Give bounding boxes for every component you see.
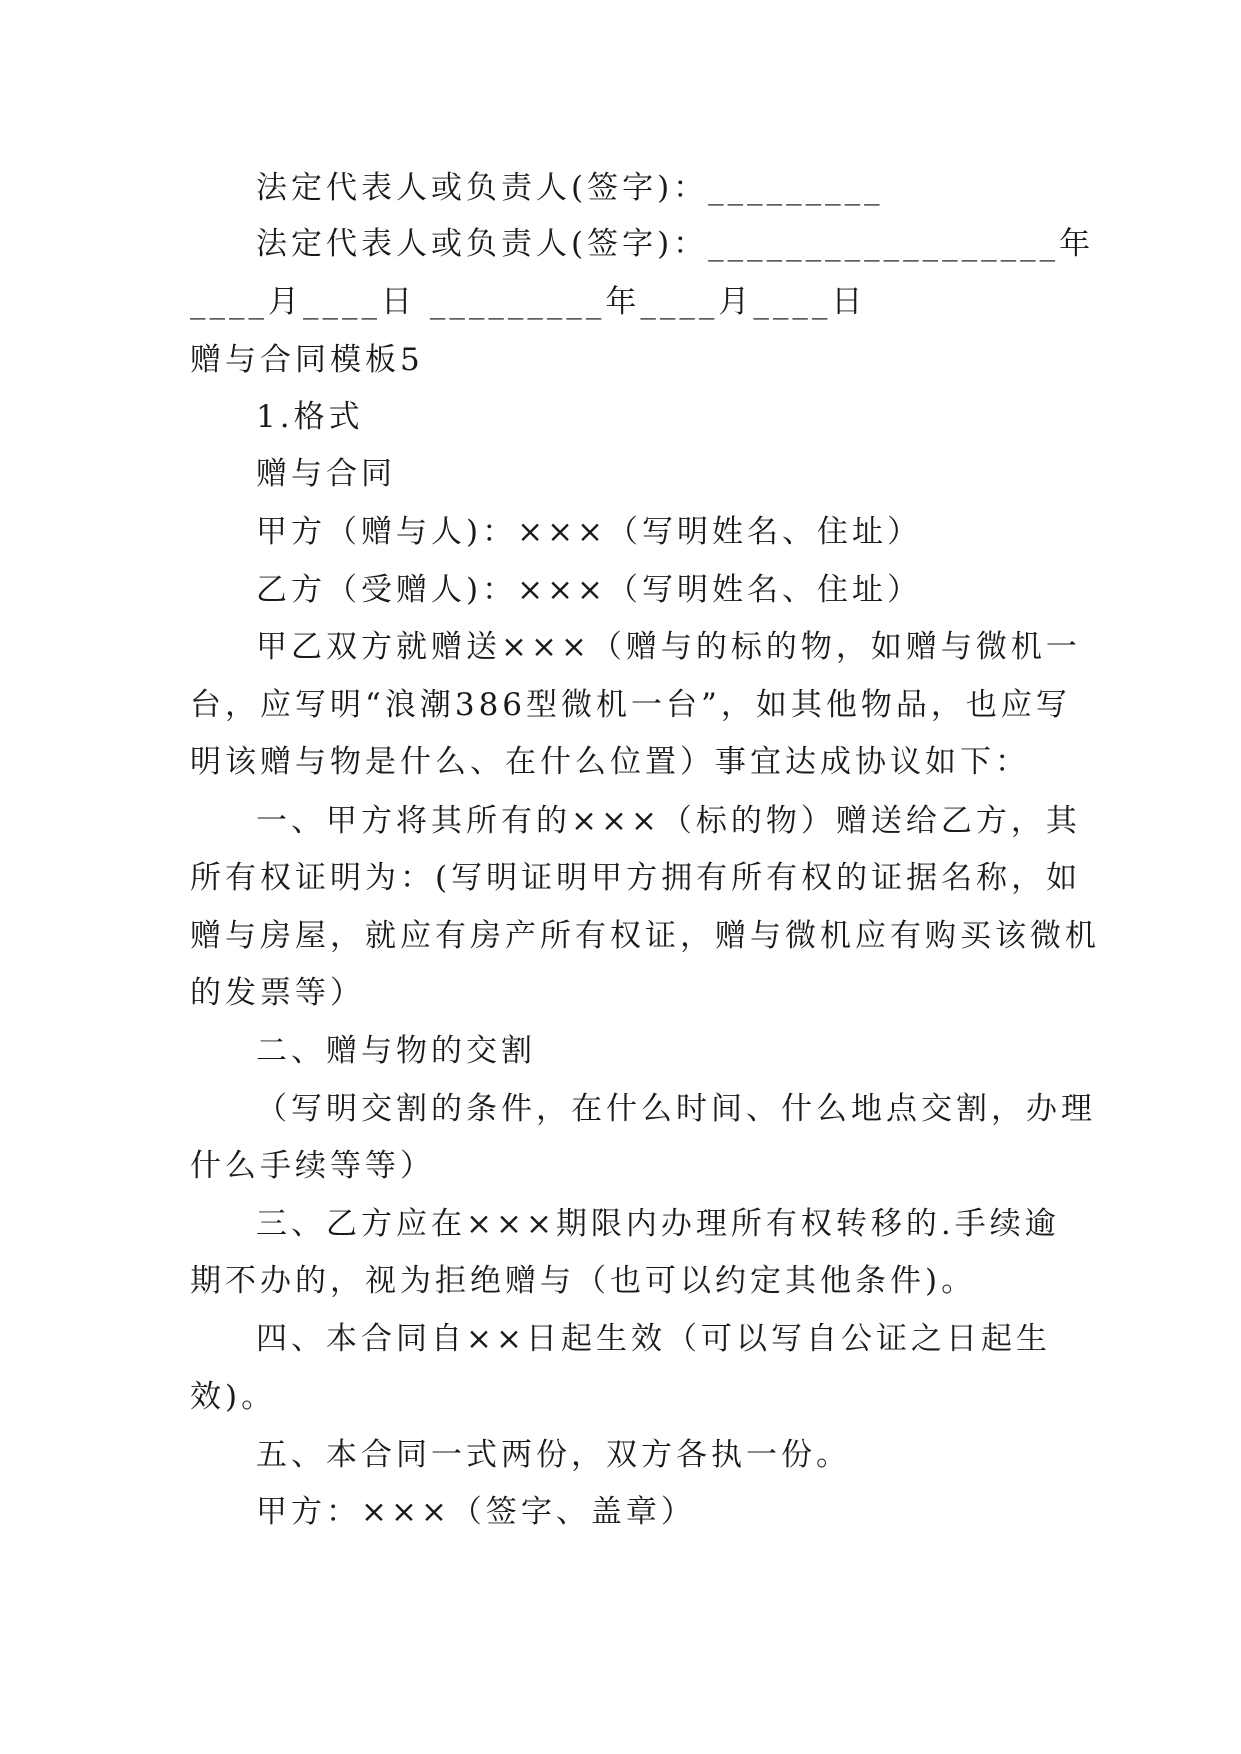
date-line: ____月____日 _________年____月____日	[190, 284, 867, 320]
party-a-line: 甲方（赠与人)：×××（写明姓名、住址）	[256, 514, 923, 550]
clause-1-line: 赠与房屋，就应有房产所有权证，赠与微机应有购买该微机	[190, 918, 1100, 954]
section-title: 赠与合同模板5	[190, 342, 424, 378]
clause-2-heading: 二、赠与物的交割	[256, 1033, 536, 1069]
clause-1-line: 所有权证明为：(写明证明甲方拥有所有权的证据名称，如	[190, 860, 1082, 896]
clause-5-line: 五、本合同一式两份，双方各执一份。	[256, 1437, 851, 1473]
clause-3-line: 期不办的，视为拒绝赠与（也可以约定其他条件)。	[190, 1263, 977, 1299]
paragraph-line: 甲乙双方就赠送×××（赠与的标的物，如赠与微机一	[256, 629, 1081, 665]
clause-4-line: 效)。	[190, 1379, 277, 1415]
clause-3-line: 三、乙方应在×××期限内办理所有权转移的.手续逾	[256, 1206, 1060, 1242]
signature-line-2: 法定代表人或负责人(签字)：__________________年	[256, 226, 1095, 262]
party-a-signature-line: 甲方：×××（签字、盖章）	[256, 1494, 696, 1530]
clause-1-line: 一、甲方将其所有的×××（标的物）赠送给乙方，其	[256, 803, 1081, 839]
party-b-line: 乙方（受赠人)：×××（写明姓名、住址）	[256, 572, 923, 608]
clause-4-line: 四、本合同自××日起生效（可以写自公证之日起生	[256, 1321, 1051, 1357]
contract-title: 赠与合同	[256, 456, 396, 492]
clause-2-line: 什么手续等等）	[190, 1148, 435, 1184]
paragraph-line: 明该赠与物是什么、在什么位置）事宜达成协议如下：	[190, 744, 1030, 780]
paragraph-line: 台，应写明“浪潮386型微机一台”，如其他物品，也应写	[190, 687, 1071, 723]
subsection-format: 1.格式	[256, 399, 364, 435]
clause-1-line: 的发票等）	[190, 975, 365, 1011]
signature-line-1: 法定代表人或负责人(签字)：_________	[256, 170, 884, 206]
clause-2-line: （写明交割的条件，在什么时间、什么地点交割，办理	[256, 1091, 1096, 1127]
